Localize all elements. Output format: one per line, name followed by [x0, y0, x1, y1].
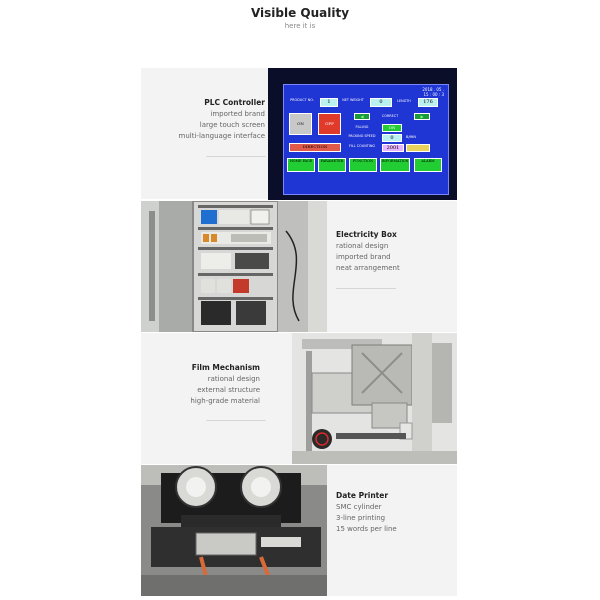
- film-mechanism-image: [292, 333, 457, 464]
- direction-button[interactable]: DIRECTION: [289, 143, 341, 152]
- electricity-box-text: [336, 229, 466, 274]
- plc-time: 15 : 00 : 3: [423, 92, 444, 97]
- plc-date: 2018 . 05 .: [422, 87, 444, 92]
- fill-counting-label: FILL COUNTING: [348, 144, 376, 148]
- filling-value[interactable]: ON: [382, 124, 402, 132]
- net-weight-value: 0: [370, 98, 392, 107]
- filling-label: FILLING: [355, 125, 369, 129]
- plc-controller-title: PLC Controller: [204, 98, 265, 107]
- off-button[interactable]: OFF: [318, 113, 341, 135]
- divider: [336, 288, 396, 289]
- length-value: 176: [418, 98, 438, 107]
- feature-line: neat arrangement: [336, 264, 400, 272]
- feature-line: rational design: [207, 375, 260, 383]
- page-title: Visible Quality: [250, 6, 350, 20]
- packing-speed-value: 0: [382, 134, 402, 142]
- correct-right-button[interactable]: [414, 113, 430, 120]
- product-no-value: 1: [320, 98, 338, 107]
- home-page-button[interactable]: HOME PAGE: [287, 158, 315, 172]
- feature-line: multi-language interface: [178, 132, 265, 140]
- fill-counting-value: 2001: [382, 144, 404, 152]
- function-button[interactable]: FUNCTION: [349, 158, 377, 172]
- date-printer-text: [336, 490, 466, 535]
- feature-line: large touch screen: [199, 121, 265, 129]
- film-mechanism-photo: [292, 333, 457, 464]
- on-button[interactable]: ON: [289, 113, 312, 135]
- parameter-button[interactable]: PARAMETER: [318, 158, 346, 172]
- date-printer-title: Date Printer: [336, 491, 389, 500]
- section-header: [0, 6, 600, 30]
- alarm-button[interactable]: ALARM: [414, 158, 442, 172]
- fill-counting-reset-button[interactable]: [406, 144, 430, 152]
- feature-line: 15 words per line: [336, 525, 397, 533]
- plc-touch-screen: [283, 84, 449, 195]
- film-mechanism-title: Film Mechanism: [191, 363, 260, 372]
- feature-line: rational design: [336, 242, 389, 250]
- feature-line: SMC cylinder: [336, 503, 382, 511]
- correct-left-button[interactable]: [354, 113, 370, 120]
- feature-line: external structure: [197, 386, 260, 394]
- page-subtitle: here it is: [284, 22, 316, 30]
- date-printer-photo: [141, 465, 327, 596]
- divider: [206, 420, 266, 421]
- correct-label: CORRECT: [381, 114, 399, 118]
- packing-speed-unit: B/MIN: [406, 135, 416, 139]
- plc-controller-text: [135, 97, 265, 142]
- information-button[interactable]: INFORMATION: [380, 158, 410, 172]
- packing-speed-label: PACKING SPEED: [348, 134, 376, 138]
- feature-line: imported brand: [210, 110, 265, 118]
- feature-line: high-grade material: [190, 397, 260, 405]
- electricity-box-photo: [141, 201, 327, 332]
- divider: [206, 156, 266, 157]
- film-mechanism-text: [130, 362, 260, 407]
- plc-controller-photo: [268, 68, 457, 200]
- date-printer-image: [141, 465, 327, 596]
- electricity-box-title: Electricity Box: [336, 230, 397, 239]
- net-weight-label: NET WEIGHT: [342, 98, 364, 102]
- product-no-label: PRODUCT NO.: [290, 98, 314, 102]
- electricity-box-image: [141, 201, 327, 332]
- feature-line: 3-line printing: [336, 514, 386, 522]
- feature-line: imported brand: [336, 253, 391, 261]
- arrow-left-icon: ◀: [360, 114, 364, 119]
- length-label: LENGTH: [397, 99, 411, 103]
- arrow-right-icon: ▶: [420, 114, 424, 119]
